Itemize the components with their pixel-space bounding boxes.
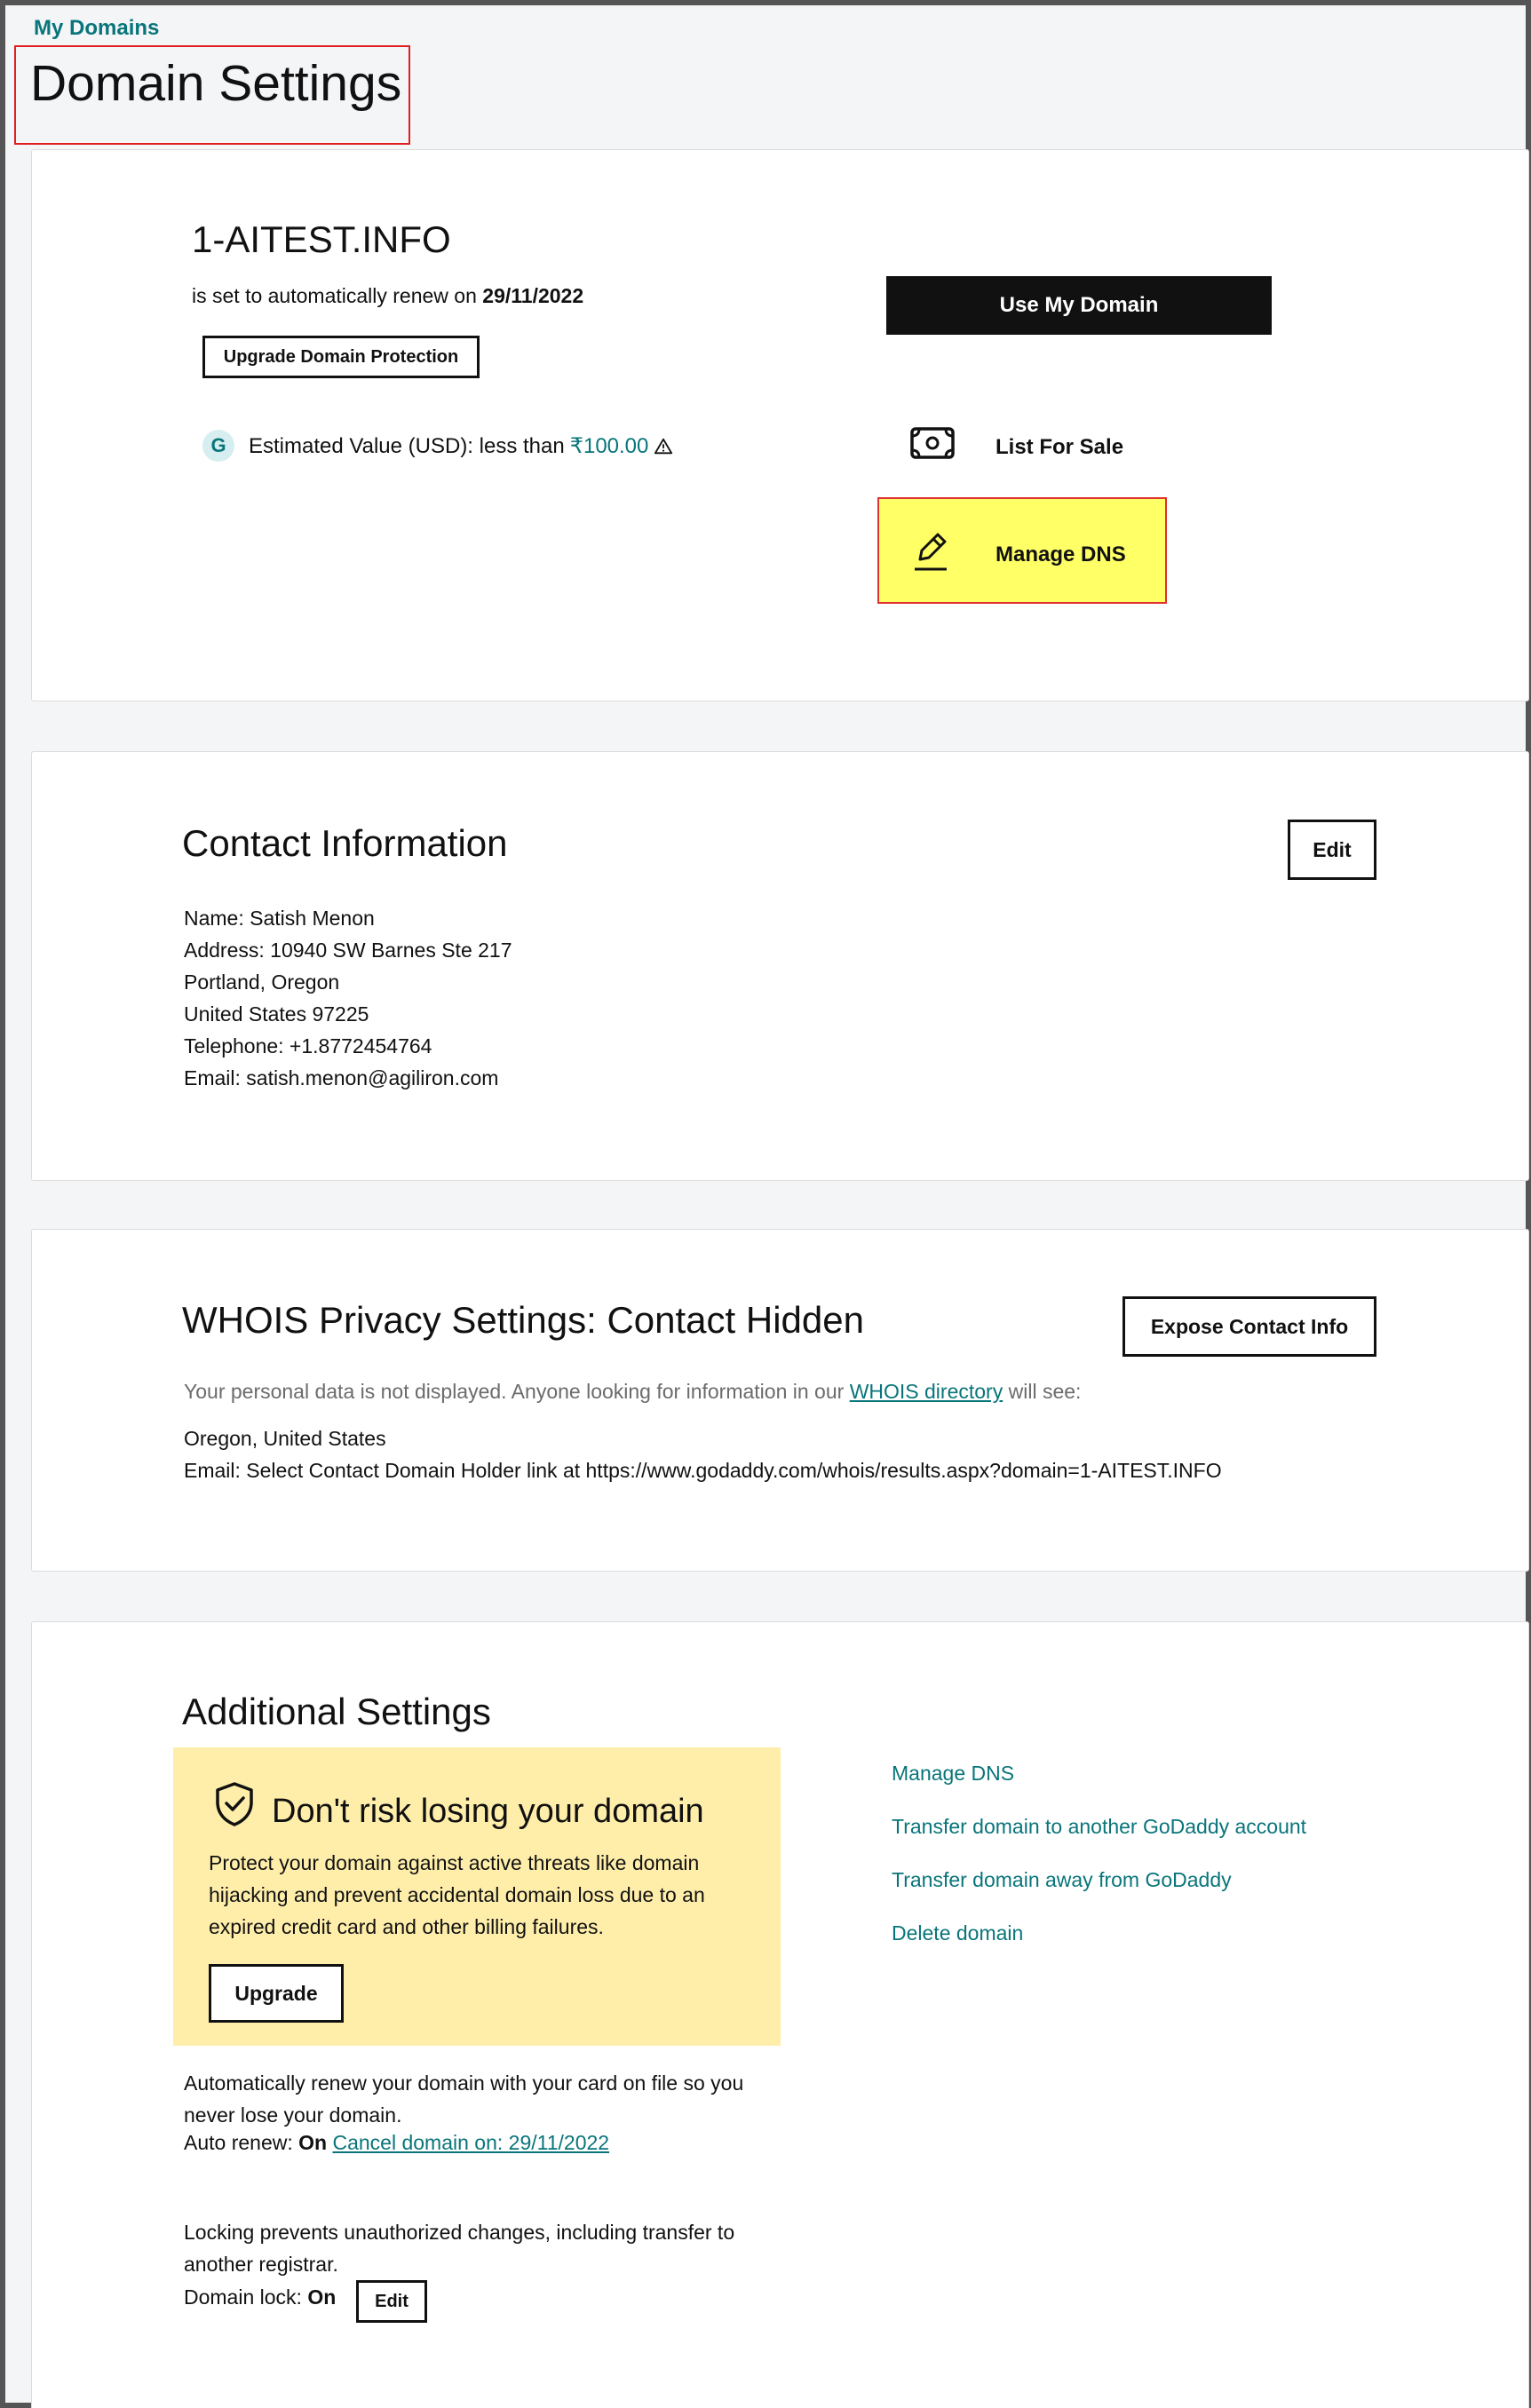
shield-check-icon <box>213 1781 256 1827</box>
contact-telephone: Telephone: +1.8772454764 <box>184 1034 432 1057</box>
list-for-sale-link[interactable]: List For Sale <box>996 435 1124 459</box>
contact-details <box>184 902 512 1094</box>
domain-lock-description: Locking prevents unauthorized changes, including transfer to another registrar. <box>184 2221 735 2276</box>
estimate-g-icon: G <box>202 430 234 462</box>
whois-email: Email: Select Contact Domain Holder link at https://www.godaddy.com/whois/results.aspx?domain=1-AITEST.INFO <box>184 1459 1222 1482</box>
contact-information-title: Contact Information <box>182 822 508 864</box>
contact-email: Email: satish.menon@agiliron.com <box>184 1066 499 1089</box>
whois-public-details <box>184 1422 1222 1486</box>
contact-name: Name: Satish Menon <box>184 907 375 930</box>
domain-name: 1-AITEST.INFO <box>192 218 451 260</box>
upgrade-domain-protection-button[interactable]: Upgrade Domain Protection <box>202 336 480 378</box>
manage-dns-side-link[interactable]: Manage DNS <box>892 1762 1015 1785</box>
domain-lock-status: On <box>307 2285 337 2309</box>
money-icon[interactable] <box>909 426 956 460</box>
delete-domain-link[interactable]: Delete domain <box>892 1921 1024 1945</box>
warning-icon[interactable] <box>654 437 673 456</box>
domain-lock-label: Domain lock: <box>184 2285 302 2309</box>
promo-text: Protect your domain against active threats like domain hijacking and prevent accidental domain loss due to an expired credit card and other billing failures. <box>209 1851 705 1938</box>
estimated-value <box>249 433 673 459</box>
whois-description <box>184 1380 1081 1404</box>
domain-lock-row <box>184 2285 336 2309</box>
whois-directory-link[interactable]: WHOIS directory <box>849 1380 1003 1403</box>
page-title: Domain Settings <box>30 55 402 112</box>
promo-heading: Don't risk losing your domain <box>272 1793 704 1830</box>
contact-country: United States 97225 <box>184 1002 369 1026</box>
cancel-domain-link[interactable]: Cancel domain on: 29/11/2022 <box>332 2131 610 2154</box>
additional-settings-links <box>892 1762 1306 1975</box>
renew-info <box>192 284 583 308</box>
whois-privacy-title: WHOIS Privacy Settings: Contact Hidden <box>182 1299 864 1341</box>
breadcrumb-my-domains[interactable]: My Domains <box>34 16 160 40</box>
contact-address: Address: 10940 SW Barnes Ste 217 <box>184 939 512 962</box>
renew-date: 29/11/2022 <box>482 284 584 307</box>
upgrade-button[interactable]: Upgrade <box>209 1964 344 2023</box>
auto-renew-label: Auto renew: <box>184 2131 293 2154</box>
pencil-icon[interactable] <box>911 529 950 574</box>
transfer-away-link[interactable]: Transfer domain away from GoDaddy <box>892 1868 1232 1891</box>
contact-city: Portland, Oregon <box>184 970 340 994</box>
additional-settings-title: Additional Settings <box>182 1691 491 1732</box>
estimated-value-label: Estimated Value (USD): less than <box>249 433 565 458</box>
estimated-value-amount: ₹100.00 <box>569 434 649 458</box>
edit-contact-button[interactable]: Edit <box>1288 820 1376 880</box>
auto-renew-status: On <box>298 2131 328 2154</box>
use-my-domain-button[interactable]: Use My Domain <box>886 276 1272 335</box>
expose-contact-info-button[interactable]: Expose Contact Info <box>1122 1296 1376 1357</box>
auto-renew-row <box>184 2131 609 2155</box>
auto-renew-description: Automatically renew your domain with your card on file so you never lose your domain. <box>184 2071 744 2127</box>
whois-location: Oregon, United States <box>184 1427 386 1450</box>
transfer-to-godaddy-account-link[interactable]: Transfer domain to another GoDaddy account <box>892 1815 1307 1838</box>
whois-desc-suffix: will see: <box>1008 1380 1082 1403</box>
whois-desc-prefix: Your personal data is not displayed. Anyone looking for information in our <box>184 1380 845 1403</box>
manage-dns-link[interactable]: Manage DNS <box>996 543 1126 566</box>
edit-domain-lock-button[interactable]: Edit <box>356 2280 427 2323</box>
renew-prefix: is set to automatically renew on <box>192 284 477 307</box>
